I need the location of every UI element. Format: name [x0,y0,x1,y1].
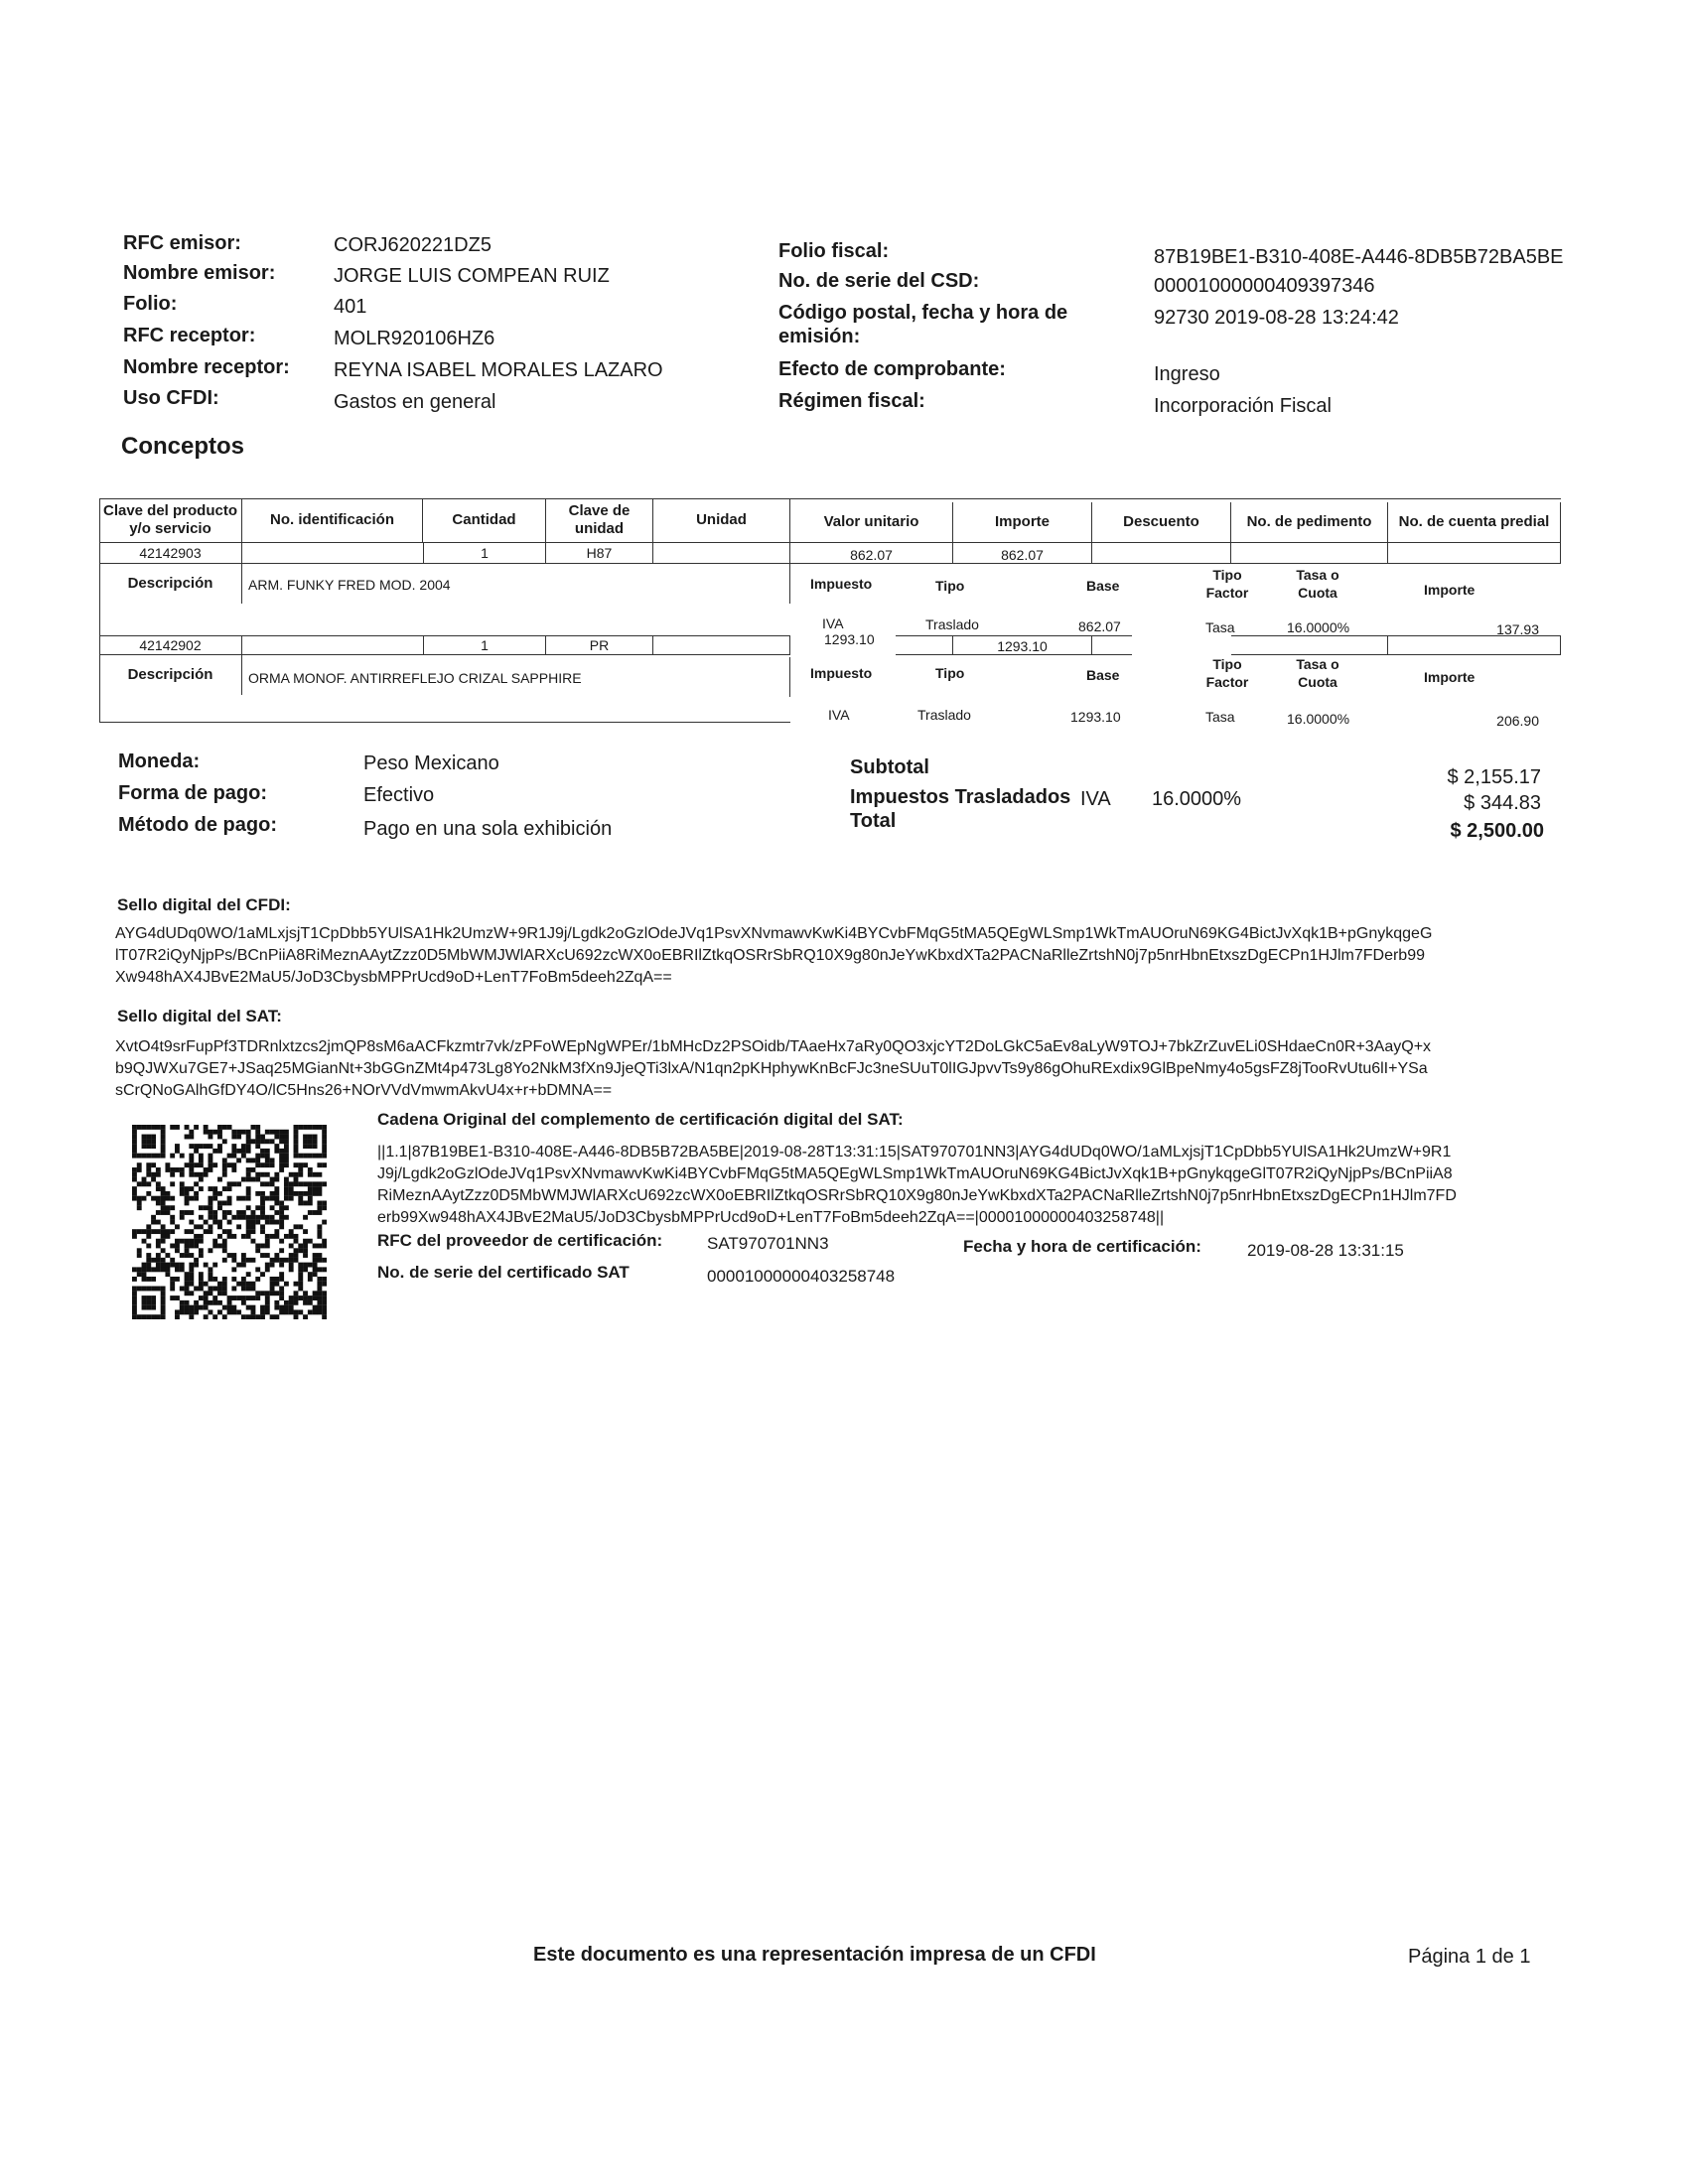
rfc-receptor-value: MOLR920106HZ6 [334,328,495,349]
item1-tipo-label: Tipo [935,578,965,594]
cadena-line: J9j/Lgdk2oGzlOdeJVq1PsvXNvmawvKwKi4BYCvbFMqG5tMA5QEgWLSmp1WkTmAUOruN69KG4BictJvXqk1B+pGnykqgeGlT07R2iQyNjpPs/BCnPiiA8 [377,1165,1453,1182]
uso-cfdi-value: Gastos en general [334,391,496,413]
metodo-pago-value: Pago en una sola exhibición [363,818,613,840]
nombre-emisor-label: Nombre emisor: [123,262,276,284]
item2-tipo-factor-label-line2: Factor [1205,674,1249,690]
item2-tasa-cuota-label [1283,655,1352,691]
moneda-value: Peso Mexicano [363,752,499,774]
item2-no-identificacion [242,635,423,655]
item1-tipo: Traslado [925,616,979,632]
nombre-emisor-value: JORGE LUIS COMPEAN RUIZ [334,265,610,287]
item1-impuesto-label: Impuesto [810,576,873,592]
item2-valor-unitario: 1293.10 [824,631,875,647]
item1-unidad [653,542,790,564]
item1-clave: 42142903 [99,542,242,564]
table-bottom-line-left [99,722,790,723]
item2-importe: 1293.10 [953,635,1092,655]
fecha-certificacion-label: Fecha y hora de certificación: [963,1237,1201,1256]
th-no-pedimento: No. de pedimento [1231,502,1388,542]
th-no-identificacion: No. identificación [242,498,423,542]
sello-cfdi-line: lT07R2iQyNjpPs/BCnPiiA8RiMeznAAytZzz0D5MbWMJWlARXcU692zcWX0oEBRIlZtkqOSRrSbRQ10X9g80nJeYwKbxdXTa2PACNaRlleZrtshN0j7p5nrHbnEtxszDgECPn1HJlm7FDerb99 [115,947,1425,964]
cp-fecha-label-line1: Código postal, fecha y hora de [778,302,1068,324]
rfc-proveedor-value: SAT970701NN3 [707,1234,829,1253]
item2-tipo-factor-label-line1: Tipo [1212,656,1242,672]
item2-base: 1293.10 [1070,709,1121,725]
item2-impuesto: IVA [828,707,850,723]
regimen-value: Incorporación Fiscal [1154,395,1332,417]
total-label: Total [850,810,897,832]
sello-cfdi-text [115,923,1565,989]
serie-csd-label: No. de serie del CSD: [778,270,980,292]
qr-code [132,1125,327,1319]
item1-importe: 862.07 [953,542,1092,564]
th-importe: Importe [953,502,1092,542]
rfc-proveedor-label: RFC del proveedor de certificación: [377,1231,663,1250]
item2-clave: 42142902 [99,635,242,655]
item2-unidad [653,635,790,655]
item2-no-cuenta-predial [1388,635,1561,655]
item1-importe-impuesto: 137.93 [1496,621,1539,637]
item1-no-cuenta-predial [1388,542,1561,564]
th-unidad: Unidad [653,498,790,542]
item2-tipo-factor-label [1197,655,1257,691]
folio-fiscal-value: 87B19BE1-B310-408E-A446-8DB5B72BA5BE [1154,246,1564,268]
th-valor-unitario: Valor unitario [790,502,953,542]
representacion-note: Este documento es una representación impresa de un CFDI [533,1944,1096,1966]
item2-tasa-cuota-label-line2: Cuota [1298,674,1337,690]
item1-clave-unidad: H87 [546,542,653,564]
item1-importe-impuesto-label: Importe [1424,582,1476,598]
item1-valor-unitario: 862.07 [790,542,953,564]
impuestos-label: Impuestos Trasladados [850,786,1071,808]
uso-cfdi-label: Uso CFDI: [123,387,219,409]
conceptos-title: Conceptos [121,433,245,460]
cadena-label: Cadena Original del complemento de certificación digital del SAT: [377,1110,904,1129]
sello-sat-line: sCrQNoGAlhGfDY4O/lC5Hns26+NOrVVdVmwmAkvU4x+r+bDMNA== [115,1082,613,1099]
item2-descripcion: ORMA MONOF. ANTIRREFLEJO CRIZAL SAPPHIRE [248,657,790,697]
serie-sat-value: 00001000000403258748 [707,1267,896,1286]
rfc-receptor-label: RFC receptor: [123,325,256,346]
folio-fiscal-label: Folio fiscal: [778,240,890,262]
item1-impuesto: IVA [822,615,844,631]
impuestos-value: $ 344.83 [1464,792,1541,814]
rfc-emisor-label: RFC emisor: [123,232,241,254]
item1-cantidad: 1 [423,542,546,564]
subtotal-value: $ 2,155.17 [1447,766,1541,788]
item2-spacer [896,635,953,655]
sello-sat-text [115,1036,1565,1102]
th-clave-unidad-line2: unidad [574,520,625,537]
cadena-line: erb99Xw948hAX4JBvE2MaU5/JoD3CbysbMPPrUcd9oD+LenT7FoBm5deeh2ZqA==|00001000000403258748|| [377,1209,1165,1226]
total-value: $ 2,500.00 [1450,820,1544,842]
fecha-certificacion-value: 2019-08-28 13:31:15 [1247,1241,1404,1260]
cadena-line: RiMeznAAytZzz0D5MbWMJWlARXcU692zcWX0oEBRIlZtkqOSRrSbRQ10X9g80nJeYwKbxdXTa2PACNaRlleZrtshN0j7p5nrHbnEtxszDgECPn1HJlm7FD [377,1187,1457,1204]
sello-sat-line: b9QJWXu7GE7+JSaq25MGianNt+3bGGnZMt4p473Lg8Yo2NkM3fXn9JjeQTi3lxA/N1qn2pKHphywKnBcFJc3neSUuT0lIGJpvvTs9y86gOhuRExdix9GlBpeNmy4o5gsFZ8jTooRvUtu6lI+YSa [115,1060,1428,1077]
item1-no-identificacion [242,542,423,564]
item2-importe-impuesto: 206.90 [1496,713,1539,729]
regimen-label: Régimen fiscal: [778,390,925,412]
folio-value: 401 [334,296,367,318]
sello-sat-label: Sello digital del SAT: [117,1007,282,1025]
sello-sat-line: XvtO4t9srFupPf3TDRnlxtzcs2jmQP8sM6aACFkzmtr7vk/zPFoWEpNgWPEr/1bMHcDz2PSOidb/TAaeHx7aRy0QO3xjcYT2DoLGkC5aEv8aLyW9TOJ+7bkZrZuvELi0SHdaeCn0R+3AayQ+x [115,1038,1432,1055]
item2-tasa-cuota-label-line1: Tasa o [1296,656,1339,672]
item2-descripcion-label: Descripción [99,655,242,695]
folio-label: Folio: [123,293,178,315]
serie-sat-label: No. de serie del certificado SAT [377,1263,630,1282]
sello-cfdi-line: AYG4dUDq0WO/1aMLxjsjT1CpDbb5YUlSA1Hk2UmzW+9R1J9j/Lgdk2oGzlOdeJVq1PsvXNvmawvKwKi4BYCvbFMqG5tMA5QEgWLSmp1WkTmAUOruN69KG4BictJvXqk1B+pGnykqgeG [115,925,1433,942]
sello-cfdi-line: Xw948hAX4JBvE2MaU5/JoD3CbysbMPPrUcd9oD+LenT7FoBm5deeh2ZqA== [115,969,672,986]
th-clave-producto-line1: Clave del producto [102,502,238,519]
subtotal-label: Subtotal [850,756,929,778]
th-clave-producto-line2: y/o servicio [129,520,211,537]
th-clave-unidad-line1: Clave de [568,502,631,519]
item1-tasa-cuota-label-line2: Cuota [1298,585,1337,601]
cp-fecha-value: 92730 2019-08-28 13:24:42 [1154,307,1399,329]
item2-tipo-factor: Tasa [1205,709,1235,725]
item1-tasa-cuota-label-line1: Tasa o [1296,567,1339,583]
forma-pago-label: Forma de pago: [118,782,268,804]
item2-base-label: Base [1086,667,1120,683]
th-no-cuenta-predial: No. de cuenta predial [1388,502,1561,542]
item1-descripcion: ARM. FUNKY FRED MOD. 2004 [248,564,790,604]
item2-tasa-cuota: 16.0000% [1287,711,1350,727]
moneda-label: Moneda: [118,751,201,772]
forma-pago-value: Efectivo [363,784,435,806]
serie-csd-value: 00001000000409397346 [1154,275,1375,297]
item1-tasa-cuota: 16.0000% [1287,619,1350,635]
efecto-value: Ingreso [1154,363,1220,385]
sello-cfdi-label: Sello digital del CFDI: [117,895,291,914]
item2-cantidad: 1 [423,635,546,655]
metodo-pago-label: Método de pago: [118,814,277,836]
item1-tipo-factor-label-line1: Tipo [1212,567,1242,583]
rfc-emisor-value: CORJ620221DZ5 [334,234,492,256]
item2-importe-impuesto-label: Importe [1424,669,1476,685]
item1-tasa-cuota-label [1283,566,1352,602]
th-descuento: Descuento [1092,502,1231,542]
item2-clave-unidad: PR [546,635,653,655]
nombre-receptor-label: Nombre receptor: [123,356,290,378]
item2-no-pedimento [1231,635,1388,655]
th-clave-unidad [546,498,653,542]
cadena-text [377,1142,1559,1229]
efecto-label: Efecto de comprobante: [778,358,1006,380]
nombre-receptor-value: REYNA ISABEL MORALES LAZARO [334,359,663,381]
th-clave-producto [99,498,242,542]
impuestos-tasa: 16.0000% [1152,788,1242,810]
item2-tipo-label: Tipo [935,665,965,681]
item1-descuento [1092,542,1231,564]
cadena-line: ||1.1|87B19BE1-B310-408E-A446-8DB5B72BA5BE|2019-08-28T13:31:15|SAT970701NN3|AYG4dUDq0WO/1aMLxjsjT1CpDbb5YUlSA1Hk2UmzW+9R1 [377,1144,1452,1160]
item2-tipo: Traslado [917,707,971,723]
item1-base-label: Base [1086,578,1120,594]
th-cantidad: Cantidad [423,498,546,542]
item1-descripcion-label: Descripción [99,564,242,604]
page-number: Página 1 de 1 [1408,1946,1531,1968]
cp-fecha-label-line2: emisión: [778,326,861,347]
item1-no-pedimento [1231,542,1388,564]
item2-impuesto-label: Impuesto [810,665,873,681]
item1-tipo-factor: Tasa [1205,619,1235,635]
item1-tipo-factor-label [1197,566,1257,602]
impuestos-tipo: IVA [1080,788,1111,810]
item2-descuento [1092,635,1132,655]
item1-tipo-factor-label-line2: Factor [1205,585,1249,601]
conceptos-table [99,498,1561,729]
item1-base: 862.07 [1078,618,1121,634]
